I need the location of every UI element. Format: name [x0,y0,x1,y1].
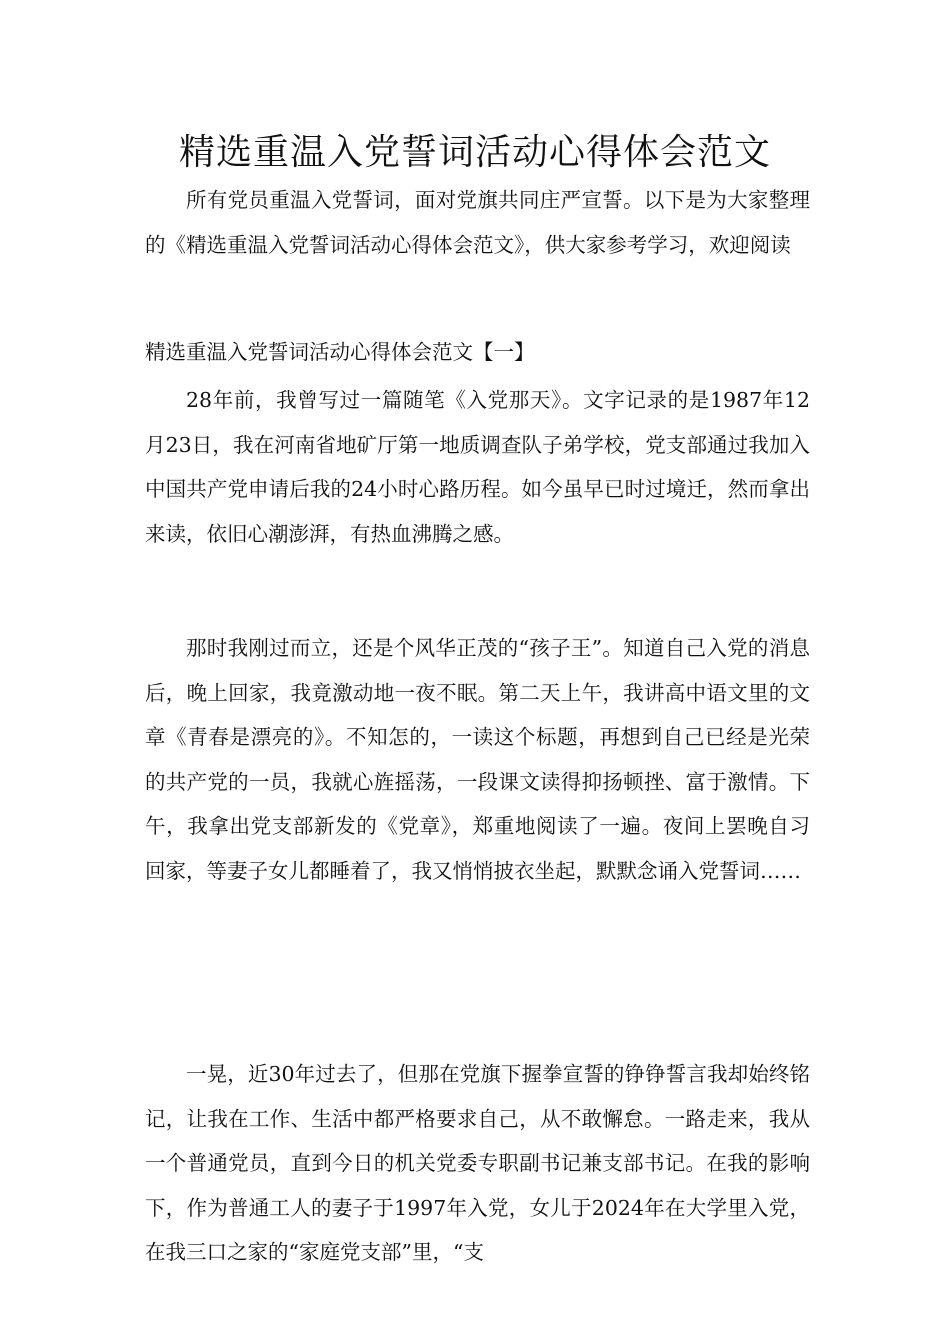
intro-paragraph: 所有党员重温入党誓词，面对党旗共同庄严宣誓。以下是为大家整理的《精选重温入党誓词活动心得体会范文》，供大家参考学习，欢迎阅读 [145,188,810,257]
section-subheading: 精选重温入党誓词活动心得体会范文【一】 [145,340,535,364]
body-paragraph-2: 那时我刚过而立，还是个风华正茂的“孩子王”。知道自己入党的消息后，晚上回家，我竟激动地一夜不眠。第二天上午，我讲高中语文里的文章《青春是漂亮的》。不知怎的，一读这个标题，再想到自己已经是光荣的共产党的一员，我就心旌摇荡，一段课文读得抑扬顿挫、富于激情。下午，我拿出党支部新发的《党章》，郑重地阅读了一遍。夜间上罢晚自习回家，等妻子女儿都睡着了，我又悄悄披衣坐起，默默念诵入党誓词…… [145,636,810,883]
document-title: 精选重温入党誓词活动心得体会范文 [178,132,771,173]
body-paragraph-3: 一晃，近30年过去了，但那在党旗下握拳宣誓的铮铮誓言我却始终铭记，让我在工作、生活中都严格要求自己，从不敢懈怠。一路走来，我从一个普通党员，直到今日的机关党委专职副书记兼支部书记。在我的影响下，作为普通工人的妻子于1997年入党，女儿于2024年在大学里入党，在我三口之家的“家庭党支部”里，“支 [145,1062,810,1264]
body-paragraph-1: 28年前，我曾写过一篇随笔《入党那天》。文字记录的是1987年12月23日，我在河南省地矿厅第一地质调查队子弟学校，党支部通过我加入中国共产党申请后我的24小时心路历程。如今虽早已时过境迁，然而拿出来读，依旧心潮澎湃，有热血沸腾之感。 [145,388,810,546]
